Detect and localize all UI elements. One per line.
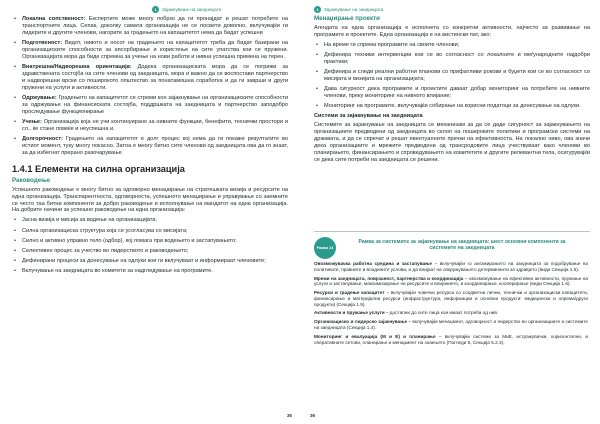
framework-list (314, 261, 588, 349)
list-item: Активности и пружање услуги – достапни до сите лица кои имаат потреба од нив. (314, 310, 499, 316)
list-item: • Јасна визија и мисија за водење на организацијата; (22, 217, 288, 224)
list-item: • Внатрешна/Надворешна ориентација: Додека организациската мора да се погрижи за здравствената состојба на сите членови од заедницата, мора и важно да се воспостави партнерство и надворешни врски со поширокото општество за понатамошна соработка и да ги заврши и други пружени на услуги и активности. (22, 64, 288, 92)
framework-title: Рамка за системите за зајакнување на заедницата: шест основни компоненти за системите на заедницата (358, 239, 566, 251)
framework-badge: Рамка 14 (314, 237, 336, 259)
right-running-header (314, 6, 383, 13)
governance-list (12, 217, 288, 275)
principles-list (12, 16, 288, 157)
list-item: • Мониторинг на програмите, вклучувајќи собирање на корисни податоци за донесување на одлуки. (324, 103, 590, 110)
list-item: • Вклучување на заедницата во комитети за надгледување на програмите. (22, 268, 288, 275)
list-item: Ресурси и градење капацитет – вклучувајќи човечки ресурси со соодветни лични, технички и организациски капацитети, финансирање и материјални ресурси (инфраструктура, информации и основни продукти: медицински и опрема/други продукти) (Секција 1.9). (314, 290, 588, 307)
left-column (12, 16, 288, 279)
project-list (314, 42, 590, 110)
list-item: • На време ги спрема програмите на своите членови; (324, 42, 590, 49)
section-subtitle: Раководење (12, 176, 51, 184)
list-item: • Селективен процес за учество во лидерството и раководењето; (22, 248, 288, 255)
list-item: Мониторинг и евалуација (М и Е) и планирање – вклучувајќи системи за МиЕ, истражувачки, хоризонтални, и оперативните сетови, планирање и менаџмент на знаењето (Погледи 5, Секција 5.2.3). (314, 333, 588, 345)
list-item: • Дава сигурност дека програмите и проектите даваат добар мониторинг на потребите на нивните членови, преку мониторинг на нивното влијание; (324, 86, 590, 100)
list-item: • Дефинира и следи реални работни планови со прифатливи рокови и буџети кои се во согласност со мисијата и визијата на организацијата; (324, 69, 590, 83)
list-item: Овозможувачка работна средина и застапување – вклучувајќи го ангажирањето на заедницата за подобрување на политиките, правните и владините услови, и да влијаат на опкружувањето детерминанти за здравјето (види Секција 1.5). (314, 261, 588, 272)
list-item: • Локална сопственост: Експертите може многу побрзо да ги пронајдат и решат потребите на транспортните лица. Сепак, доколку самата организација не се посвети доволно, вклучувајќи ги лидерите и другите членови, нагорите за градењето на капацитетот нема да бидат успешни (22, 16, 288, 37)
list-item: • Силно и активно управно тело (одбор), кој помага при водењето и застапувањето; (22, 238, 288, 245)
framework-box (314, 237, 588, 411)
list-item: Организациско и лидерско зајакнување – вклучувајќи менаџмент, одговорност и лидерство во организациите и системите на заедницата (Секција 1.4). (314, 319, 589, 331)
section-subtitle: Менаџирање проекти (314, 15, 380, 22)
systems-paragraph: Системите за зајакнување на заедницата се механизам за да се даде сигурност за зајакнувањето на организациите предводени од заедницата во склоп на пошироките политики и програмски системи на државата, и да се спречат и решат евентуалните пречки на ефективноста. На локално ниво, ова значи дека организациите и мрежите предводени од трансродовите лица учествуваат како членови во планирањето, финансирањето и спроведувањето на комитетите и другите релевантни тела, осигурувајќи се дека сите потреби на заедницата се решени. (314, 122, 590, 163)
governance-paragraph: Успешното раководење е многу битно за одговорно менаџирање на стратешката визија и ресурсите на една организација. Транспарентноста, одговорноста, успешното менаџирање и управување со заемните се често таа битни компоненти за добро раководење и исполнување на мандатот на една организација. На добрите начини за успешно раководење на една организација: (12, 186, 288, 214)
chapter-number-badge: 1 (152, 6, 159, 13)
list-item: • Дефинира техники интервенции кои се во согласност со локалните и меѓународните најдобри практики; (324, 52, 590, 66)
list-item: • Учење: Организација која не учи континуирано за нивните функции, бенефити, технички простори и сл., ќе стане повеќе и неуспешна и. (22, 119, 288, 133)
chapter-number-badge: 1 (314, 6, 321, 13)
systems-title: Системи за зајакнување на заедницата (314, 113, 423, 120)
page-number: 36 (310, 413, 316, 418)
right-page (300, 0, 600, 424)
divider (314, 231, 590, 232)
list-item: • Дефинирани процеси за донесување на одлуки кои ги вклучуваат и информираат членовите; (22, 258, 288, 265)
list-item: • Подготвеност: Видот, нивото и носот на градењето на капацитетот треба да бидат базирани на организациските способности за апсорбирање и користење на сите упатства кои се пружени. Организацијата мора да биде спремна за учење на нови работи и нивна успешна примена на терен. (22, 40, 288, 61)
page-number: 35 (286, 413, 292, 418)
list-item: Мрежи на заедницата, поврзаност, партнерства и координација – овозможување на ефективни активности, пружање на услуги и застапување, максимизирање на ресурсите и влијанието, и координирање, кооперирање (види Секција 1.6). (314, 275, 588, 287)
running-header-title: Зајакнување на заедницата (324, 7, 384, 12)
intro-paragraph: Агендата на една организација е исполнета со конкретни активности, најчесто за развивање на програмите и проектите. Една организација е на вистински пат, ако: (314, 24, 590, 38)
running-header-title: Зајакнување на заедницата (162, 7, 222, 12)
list-item: • Одржување: Градењето на капацитетот се стреми кон зајакнување на организациските способности за одржување на финансиската состојба, поддршката на заедницата и партнерство заподобро проследување функционирање (22, 95, 288, 116)
right-column (314, 16, 590, 167)
section-title: 1.4.1 Елементи на силна организација (12, 163, 185, 174)
list-item: • Долгорочност: Градењето на капацитетот е долг процес кој нема да ги покаже резултатите во истиот момент, туку многу покасно. Затоа е многу битно сите членови од заедницата ова да го знаат, за да избегнат прерано разочарување (22, 136, 288, 157)
list-item: • Силна организациска структура која се усогласува со мисијата; (22, 228, 288, 235)
left-running-header (152, 6, 221, 13)
